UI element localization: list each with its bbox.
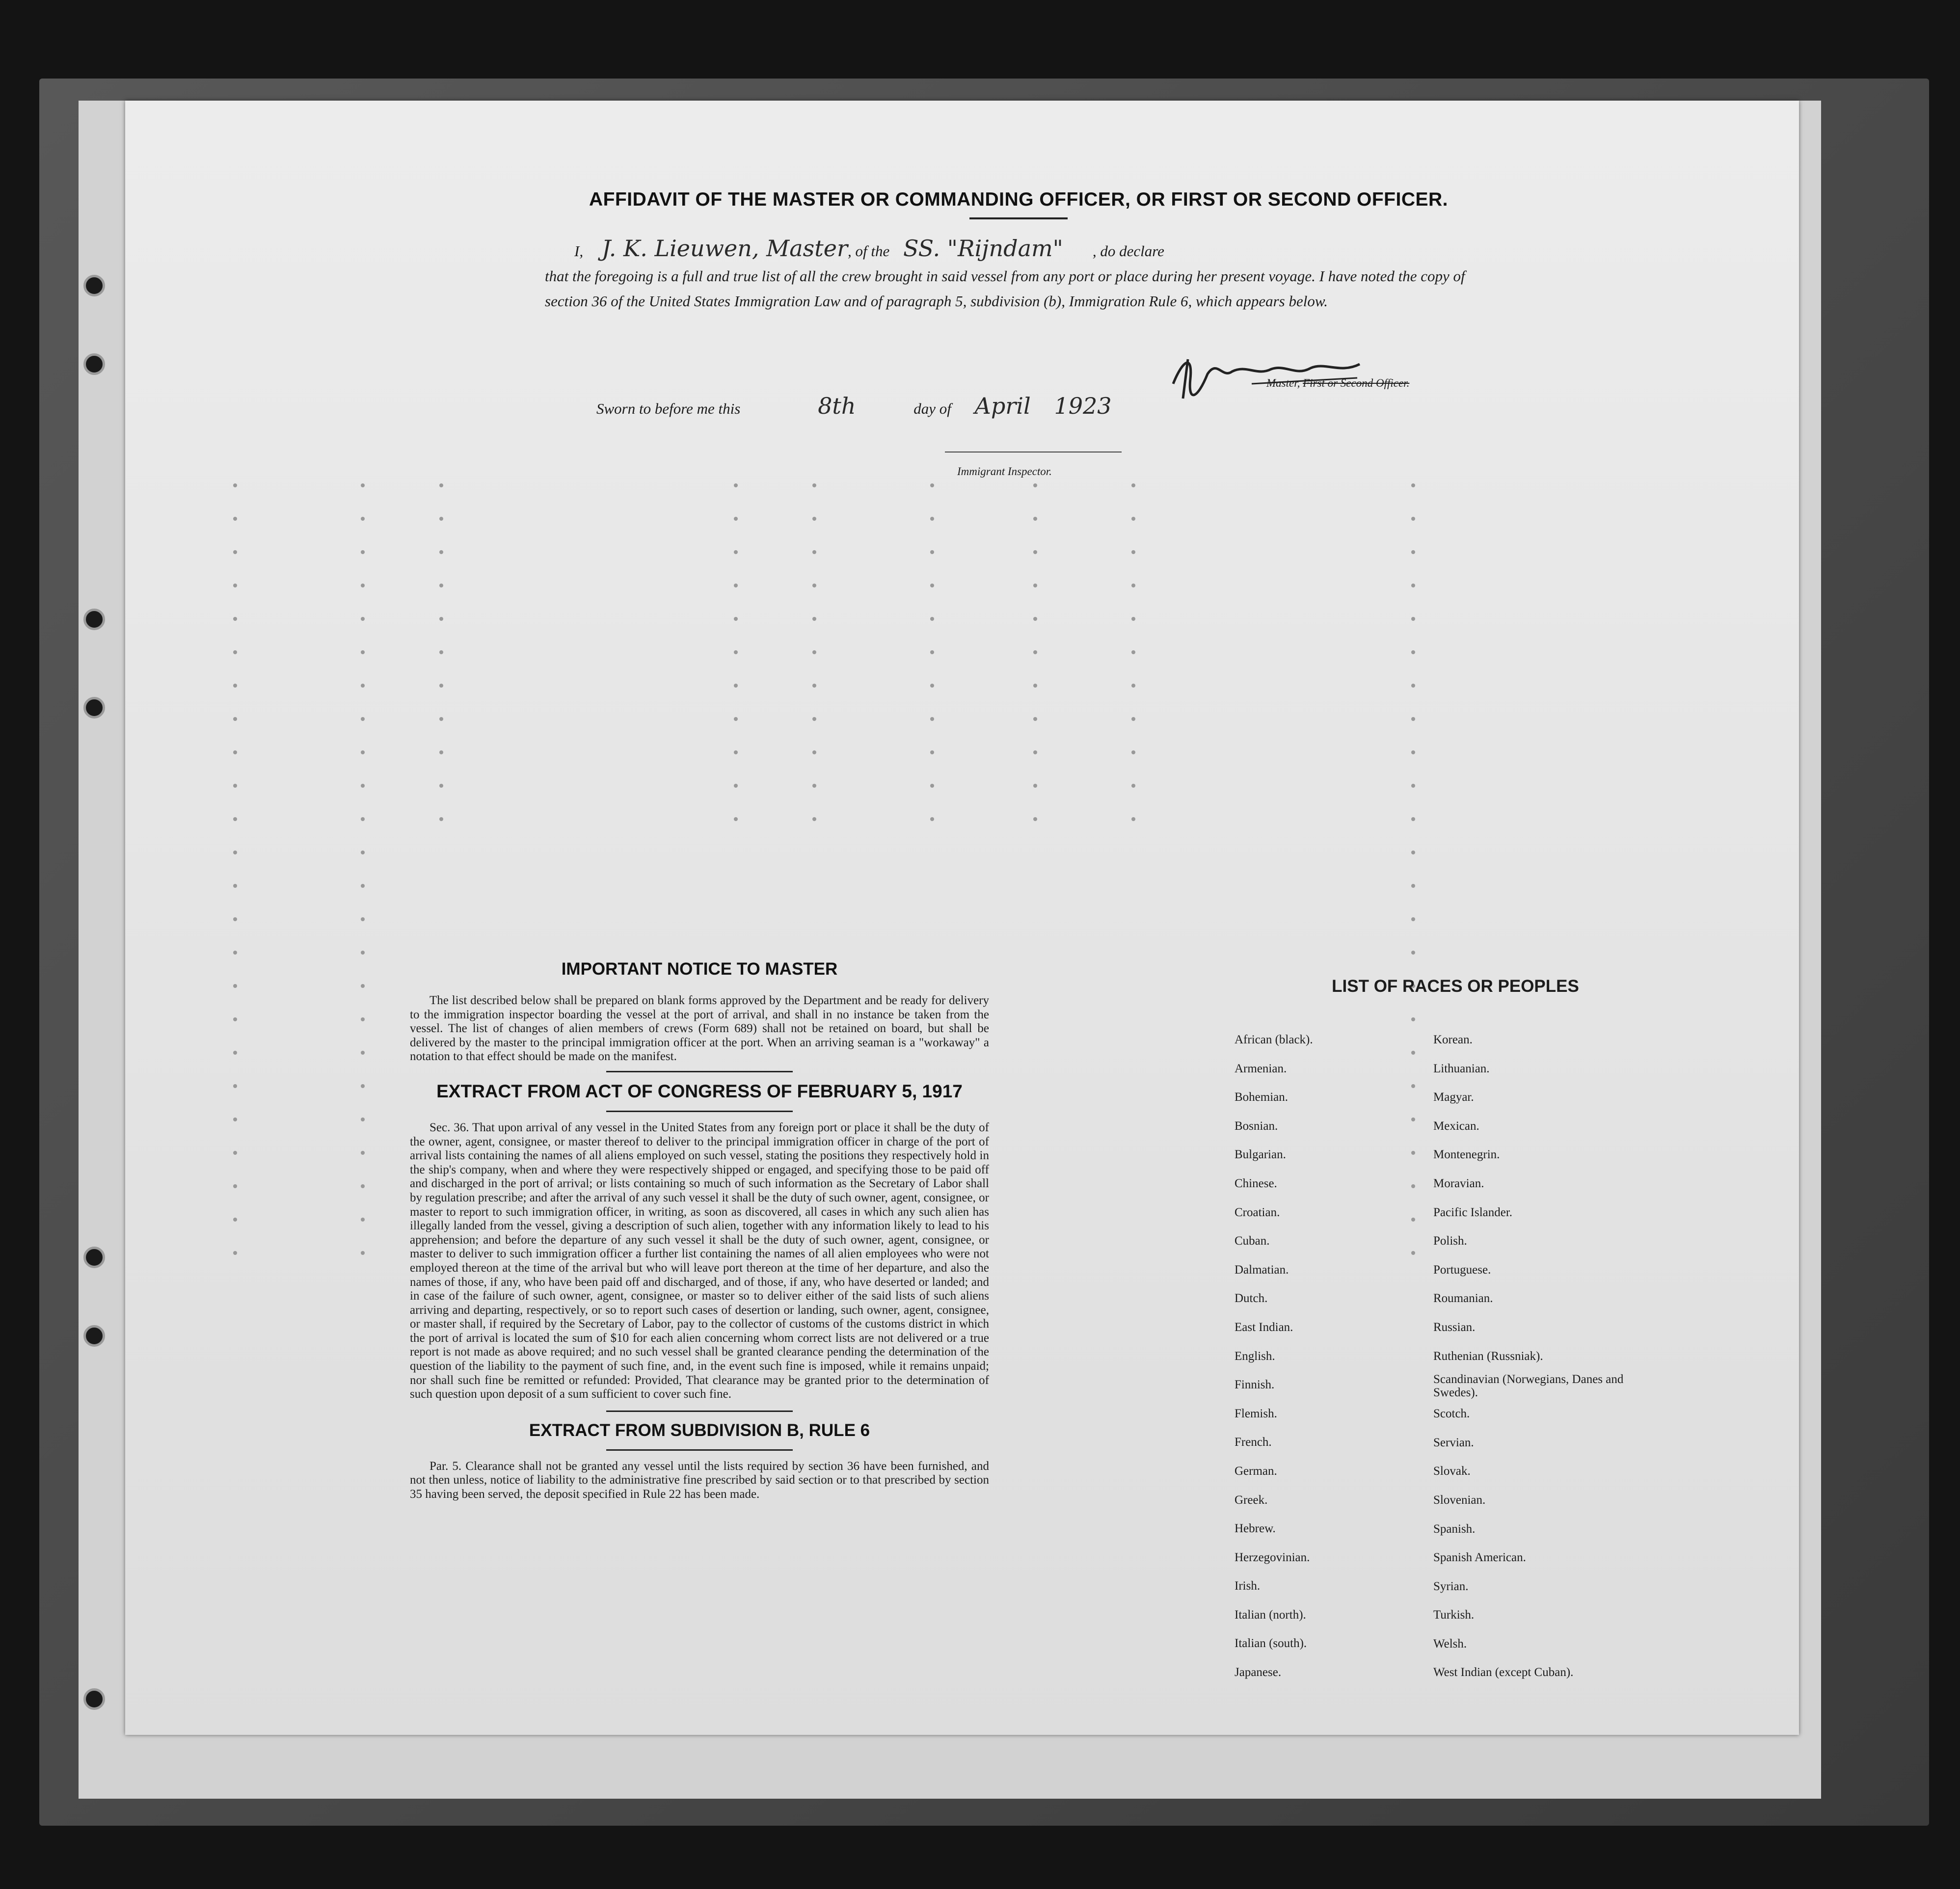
race-item: Slovak. [1433,1464,1471,1478]
bleed-through-mark [812,650,816,654]
race-item: Irish. [1235,1579,1261,1593]
bleed-through-mark [1131,483,1135,487]
bleed-through-mark [1411,917,1415,921]
bleed-through-mark [361,1051,365,1055]
bleed-through-mark [233,817,237,821]
bleed-through-mark [930,550,934,554]
bleed-through-mark [930,817,934,821]
bleed-through-mark [1033,784,1037,788]
bleed-through-mark [439,483,443,487]
sworn-day: 8th [818,393,856,419]
extract-act-title: EXTRACT FROM ACT OF CONGRESS OF FEBRUARY 5, 1917 [436,1081,963,1101]
bleed-through-mark [233,1051,237,1055]
bleed-through-mark [812,784,816,788]
bleed-through-mark [439,550,443,554]
bleed-through-mark [1033,483,1037,487]
bleed-through-mark [233,1084,237,1088]
bleed-through-mark [930,584,934,587]
race-item: French. [1235,1436,1272,1449]
bleed-through-mark [233,650,237,654]
inspector-caption: Immigrant Inspector. [957,465,1052,478]
bleed-through-mark [1411,1017,1415,1021]
race-item: Russian. [1433,1320,1476,1334]
declaration-of: , of the [847,242,890,260]
sworn-year: 1923 [1054,393,1112,419]
race-item: Lithuanian. [1433,1062,1490,1075]
race-item: Turkish. [1433,1608,1475,1622]
bleed-through-mark [1411,1218,1415,1222]
bleed-through-mark [361,1218,365,1222]
bleed-through-mark [233,1117,237,1121]
signature-caption [1266,377,1409,390]
bleed-through-mark [361,1017,365,1021]
bleed-through-mark [233,584,237,587]
bleed-through-mark [361,1151,365,1155]
race-item: Finnish. [1235,1378,1275,1392]
bleed-through-mark [930,617,934,621]
affidavit-body: that the foregoing is a full and true list of all the crew brought in said vessel from any port or place during her present voyage. I have noted the copy of section 36 of the United States Immigration Law and of paragraph 5, subdivision (b), Immigration Rule 6, which appears below. [545,267,1465,310]
bleed-through-mark [1411,1251,1415,1255]
sworn-mid: day of [913,400,951,417]
bleed-through-mark [233,617,237,621]
bleed-through-mark [812,550,816,554]
bleed-through-mark [233,1017,237,1021]
title-rule [969,217,1068,219]
bleed-through-mark [1033,550,1037,554]
bleed-through-mark [734,817,738,821]
race-item: Italian (south). [1235,1637,1307,1650]
bleed-through-mark [361,884,365,888]
bleed-through-mark [930,784,934,788]
bleed-through-mark [1033,584,1037,587]
bleed-through-mark [930,717,934,721]
extract-rule-text: Par. 5. Clearance shall not be granted any vessel until the lists required by section 36 have been furnished, and not then unless, notice of liability to the administrative fine prescribed by said section or to that prescribed by section 35 having been served, the deposit specified in Rule 22 has been made. [410,1459,989,1501]
sworn-line [596,393,1131,419]
race-item: Bulgarian. [1235,1148,1286,1162]
bleed-through-mark [1131,584,1135,587]
bleed-through-mark [439,750,443,754]
bleed-through-mark [812,483,816,487]
bleed-through-mark [233,684,237,688]
bleed-through-mark [734,650,738,654]
bleed-through-mark [361,483,365,487]
bleed-through-mark [361,750,365,754]
bleed-through-mark [1131,550,1135,554]
race-item: Polish. [1433,1234,1467,1248]
binder-ring [83,697,105,718]
race-item: Magyar. [1433,1091,1474,1104]
race-item: English. [1235,1349,1275,1363]
bleed-through-mark [1411,717,1415,721]
binder-rings [74,275,113,1698]
bleed-through-mark [1411,550,1415,554]
race-item: Welsh. [1433,1637,1467,1650]
bleed-through-mark [361,817,365,821]
binder-ring [83,1325,105,1347]
bleed-through-mark [1411,1117,1415,1121]
race-item: African (black). [1235,1033,1313,1046]
bleed-through-mark [361,1251,365,1255]
bleed-through-mark [361,1117,365,1121]
race-item: Cuban. [1235,1234,1270,1248]
bleed-through-mark [361,917,365,921]
race-item: German. [1235,1464,1277,1478]
binder-ring [83,353,105,375]
race-item: Dutch. [1235,1292,1268,1305]
signature-caption-struck: First or Second Officer. [1303,377,1410,389]
bleed-through-mark [1131,717,1135,721]
races-section [1217,977,1659,1679]
bleed-through-mark [1411,817,1415,821]
bleed-through-mark [812,617,816,621]
affidavit-declaration [545,236,1492,314]
bleed-through-mark [1411,584,1415,587]
bleed-through-mark [439,817,443,821]
bleed-through-mark [233,517,237,521]
race-item: Roumanian. [1433,1292,1493,1305]
race-item: Greek. [1235,1493,1268,1507]
bleed-through-mark [439,650,443,654]
bleed-through-mark [1131,750,1135,754]
race-item: Italian (north). [1235,1608,1306,1622]
notice-title: IMPORTANT NOTICE TO MASTER [561,959,838,979]
extract-act-text: Sec. 36. That upon arrival of any vessel in the United States from any foreign port or place it shall be the duty of the owner, agent, consignee, or master thereof to deliver to the principal immigration officer in charge of the port of arrival lists containing the names of all aliens employed on such vessel, stating the positions they respectively hold in the ship's company, when and where they were respectively shipped or engaged, and specifying those to be paid off and discharged in the port of arrival; or lists containing so much of such information as the Secretary of Labor shall by regulation prescribe; and after the arrival of any such vessel it shall be the duty of such owner, agent, consignee, or master to report to such immigration officer, in writing, as soon as discovered, all cases in which any such alien has illegally landed from the vessel, giving a description of such alien, together with any information likely to lead to his apprehension; and before the departure of any such vessel it shall be the duty of such owner, agent, consignee, or master to deliver to such immigration officer a further list containing the names of all alien employees who were not employed thereon at the time of the arrival but who will leave port thereon at the time of her departure, and also the names of those, if any, who have been paid off and discharged, and of those, if any, who have deserted or landed; and in case of the failure of such owner, agent, consignee, or master so to deliver either of the said lists of such aliens arriving and departing, respectively, or so to report such cases of desertion or landing, such owner, agent, consignee, or master shall, if required by the Secretary of Labor, pay to the collector of customs of the customs district in which the port of arrival is located the sum of $10 for each alien concerning whom correct lists are not delivered or a true report is not made as above required; and no such vessel shall be granted clearance pending the determination of the question of the liability to the payment of such fine, and, in the event such fine is imposed, while it remains unpaid; nor shall such fine be remitted or refunded: Provided, That clearance may be granted prior to the determination of such question upon deposit of a sum sufficient to cover such fine. [410,1120,989,1401]
declaration-suffix: , do declare [1092,242,1164,260]
race-item: Portuguese. [1433,1263,1491,1277]
race-item: Montenegrin. [1433,1148,1500,1162]
bleed-through-mark [734,750,738,754]
bleed-through-mark [233,851,237,854]
bleed-through-mark [1131,784,1135,788]
binder-ring [83,275,105,296]
race-item: Japanese. [1235,1666,1282,1679]
bleed-through-mark [1411,951,1415,955]
bleed-through-mark [812,817,816,821]
bleed-through-mark [1131,650,1135,654]
bleed-through-mark [233,750,237,754]
bleed-through-mark [1033,717,1037,721]
bleed-through-mark [1033,750,1037,754]
race-item: Spanish American. [1433,1551,1526,1565]
bleed-through-mark [361,517,365,521]
bleed-through-mark [1033,817,1037,821]
race-item: Flemish. [1235,1407,1277,1420]
sworn-prefix: Sworn to before me this [596,400,741,417]
bleed-through-mark [439,684,443,688]
race-item: Ruthenian (Russniak). [1433,1349,1543,1363]
race-item: Hebrew. [1235,1522,1276,1536]
bleed-through-mark [734,517,738,521]
section-rule [606,1449,793,1451]
bleed-through-mark [361,1184,365,1188]
race-item: Pacific Islander. [1433,1205,1513,1219]
bleed-through-mark [361,851,365,854]
bleed-through-mark [930,517,934,521]
bleed-through-mark [361,650,365,654]
bleed-through-mark [930,483,934,487]
bleed-through-mark [361,951,365,955]
bleed-through-mark [930,750,934,754]
bleed-through-mark [233,951,237,955]
bleed-through-mark [812,584,816,587]
bleed-through-mark [1131,617,1135,621]
race-item: Slovenian. [1433,1493,1486,1507]
bleed-through-mark [233,984,237,988]
sworn-month: April [974,393,1031,419]
bleed-through-mark [1411,1151,1415,1155]
races-left-column [1235,1026,1313,1687]
bleed-through-mark [812,684,816,688]
section-rule [606,1071,793,1072]
race-item: Servian. [1433,1436,1474,1449]
race-item: Herzegovinian. [1235,1550,1310,1564]
bleed-through-mark [734,684,738,688]
notice-column [410,959,989,1502]
bleed-through-mark [1411,750,1415,754]
bleed-through-mark [734,784,738,788]
signature-caption-master: Master, [1266,377,1300,389]
race-item: Armenian. [1235,1062,1287,1075]
bleed-through-mark [233,483,237,487]
bleed-through-mark [1033,650,1037,654]
affidavit-section [545,189,1492,314]
vessel-name-handwritten: SS. "Rijndam" [903,235,1063,262]
race-item: Syrian. [1433,1579,1469,1593]
races-right-column [1433,1026,1644,1687]
bleed-through-mark [1411,1084,1415,1088]
bleed-through-mark [734,584,738,587]
bleed-through-mark [439,584,443,587]
bleed-through-mark [439,784,443,788]
bleed-through-mark [233,884,237,888]
race-item: Scotch. [1433,1407,1470,1421]
race-item: Chinese. [1235,1176,1277,1190]
race-item: West Indian (except Cuban). [1433,1666,1574,1679]
race-item: Bosnian. [1235,1119,1278,1133]
race-item: Korean. [1433,1033,1473,1046]
bleed-through-mark [361,1084,365,1088]
bleed-through-mark [361,617,365,621]
master-name-handwritten: J. K. Lieuwen, Master [601,235,848,262]
bleed-through-mark [361,784,365,788]
extract-rule-title: EXTRACT FROM SUBDIVISION B, RULE 6 [529,1420,870,1440]
bleed-through-mark [439,517,443,521]
bleed-through-mark [1411,650,1415,654]
bleed-through-mark [233,784,237,788]
bleed-through-mark [1411,784,1415,788]
bleed-through-mark [1033,617,1037,621]
bleed-through-mark [1131,517,1135,521]
bleed-through-mark [1411,483,1415,487]
bleed-through-mark [233,1251,237,1255]
bleed-through-mark [734,550,738,554]
bleed-through-mark [734,617,738,621]
bleed-through-mark [1411,851,1415,854]
race-item: Mexican. [1433,1119,1479,1133]
section-rule [606,1410,793,1412]
bleed-through-mark [734,717,738,721]
binder-ring [83,1688,105,1710]
race-item: Bohemian. [1235,1091,1289,1104]
bleed-through-mark [930,650,934,654]
race-item: Moravian. [1433,1176,1484,1190]
bleed-through-mark [1033,684,1037,688]
bleed-through-mark [233,1218,237,1222]
bleed-through-mark [361,684,365,688]
bleed-through-mark [1411,1184,1415,1188]
race-item: Scandinavian (Norwegians, Danes and Swedes). [1433,1373,1624,1400]
section-rule [606,1111,793,1112]
notice-text: The list described below shall be prepared on blank forms approved by the Department and be ready for delivery to the immigration inspector boarding the vessel at the port of arrival, and shall in no instance be taken from the vessel. The list of changes of alien members of crews (Form 689) shall not be retained on board, but shall be delivered by the master to the principal immigration officer at the port. When an arriving seaman is a "workaway" a notation to that effect should be made on the manifest. [410,994,989,1064]
race-item: East Indian. [1235,1320,1293,1334]
bleed-through-mark [812,750,816,754]
bleed-through-mark [1411,1051,1415,1055]
bleed-through-mark [1411,884,1415,888]
affidavit-title: AFFIDAVIT OF THE MASTER OR COMMANDING OFFICER, OR FIRST OR SECOND OFFICER. [589,189,1449,210]
bleed-through-mark [233,1151,237,1155]
race-item: Croatian. [1235,1205,1280,1219]
race-item: Spanish. [1433,1522,1476,1536]
bleed-through-mark [361,984,365,988]
bleed-through-mark [1131,817,1135,821]
bleed-through-mark [361,584,365,587]
bleed-through-mark [439,717,443,721]
binder-ring [83,1247,105,1268]
declaration-prefix: I, [574,242,584,260]
bleed-through-mark [233,1184,237,1188]
binder-ring [83,609,105,630]
races-title: LIST OF RACES OR PEOPLES [1332,977,1579,996]
bleed-through-mark [233,550,237,554]
bleed-through-mark [1411,684,1415,688]
bleed-through-mark [1131,684,1135,688]
bleed-through-mark [812,517,816,521]
bleed-through-mark [361,717,365,721]
bleed-through-mark [930,684,934,688]
bleed-through-mark [1411,617,1415,621]
bleed-through-mark [1033,517,1037,521]
bleed-through-mark [812,717,816,721]
race-item: Dalmatian. [1235,1263,1289,1277]
bleed-through-mark [361,550,365,554]
bleed-through-mark [1411,517,1415,521]
bleed-through-mark [233,917,237,921]
bleed-through-mark [233,717,237,721]
bleed-through-mark [439,617,443,621]
bleed-through-mark [734,483,738,487]
